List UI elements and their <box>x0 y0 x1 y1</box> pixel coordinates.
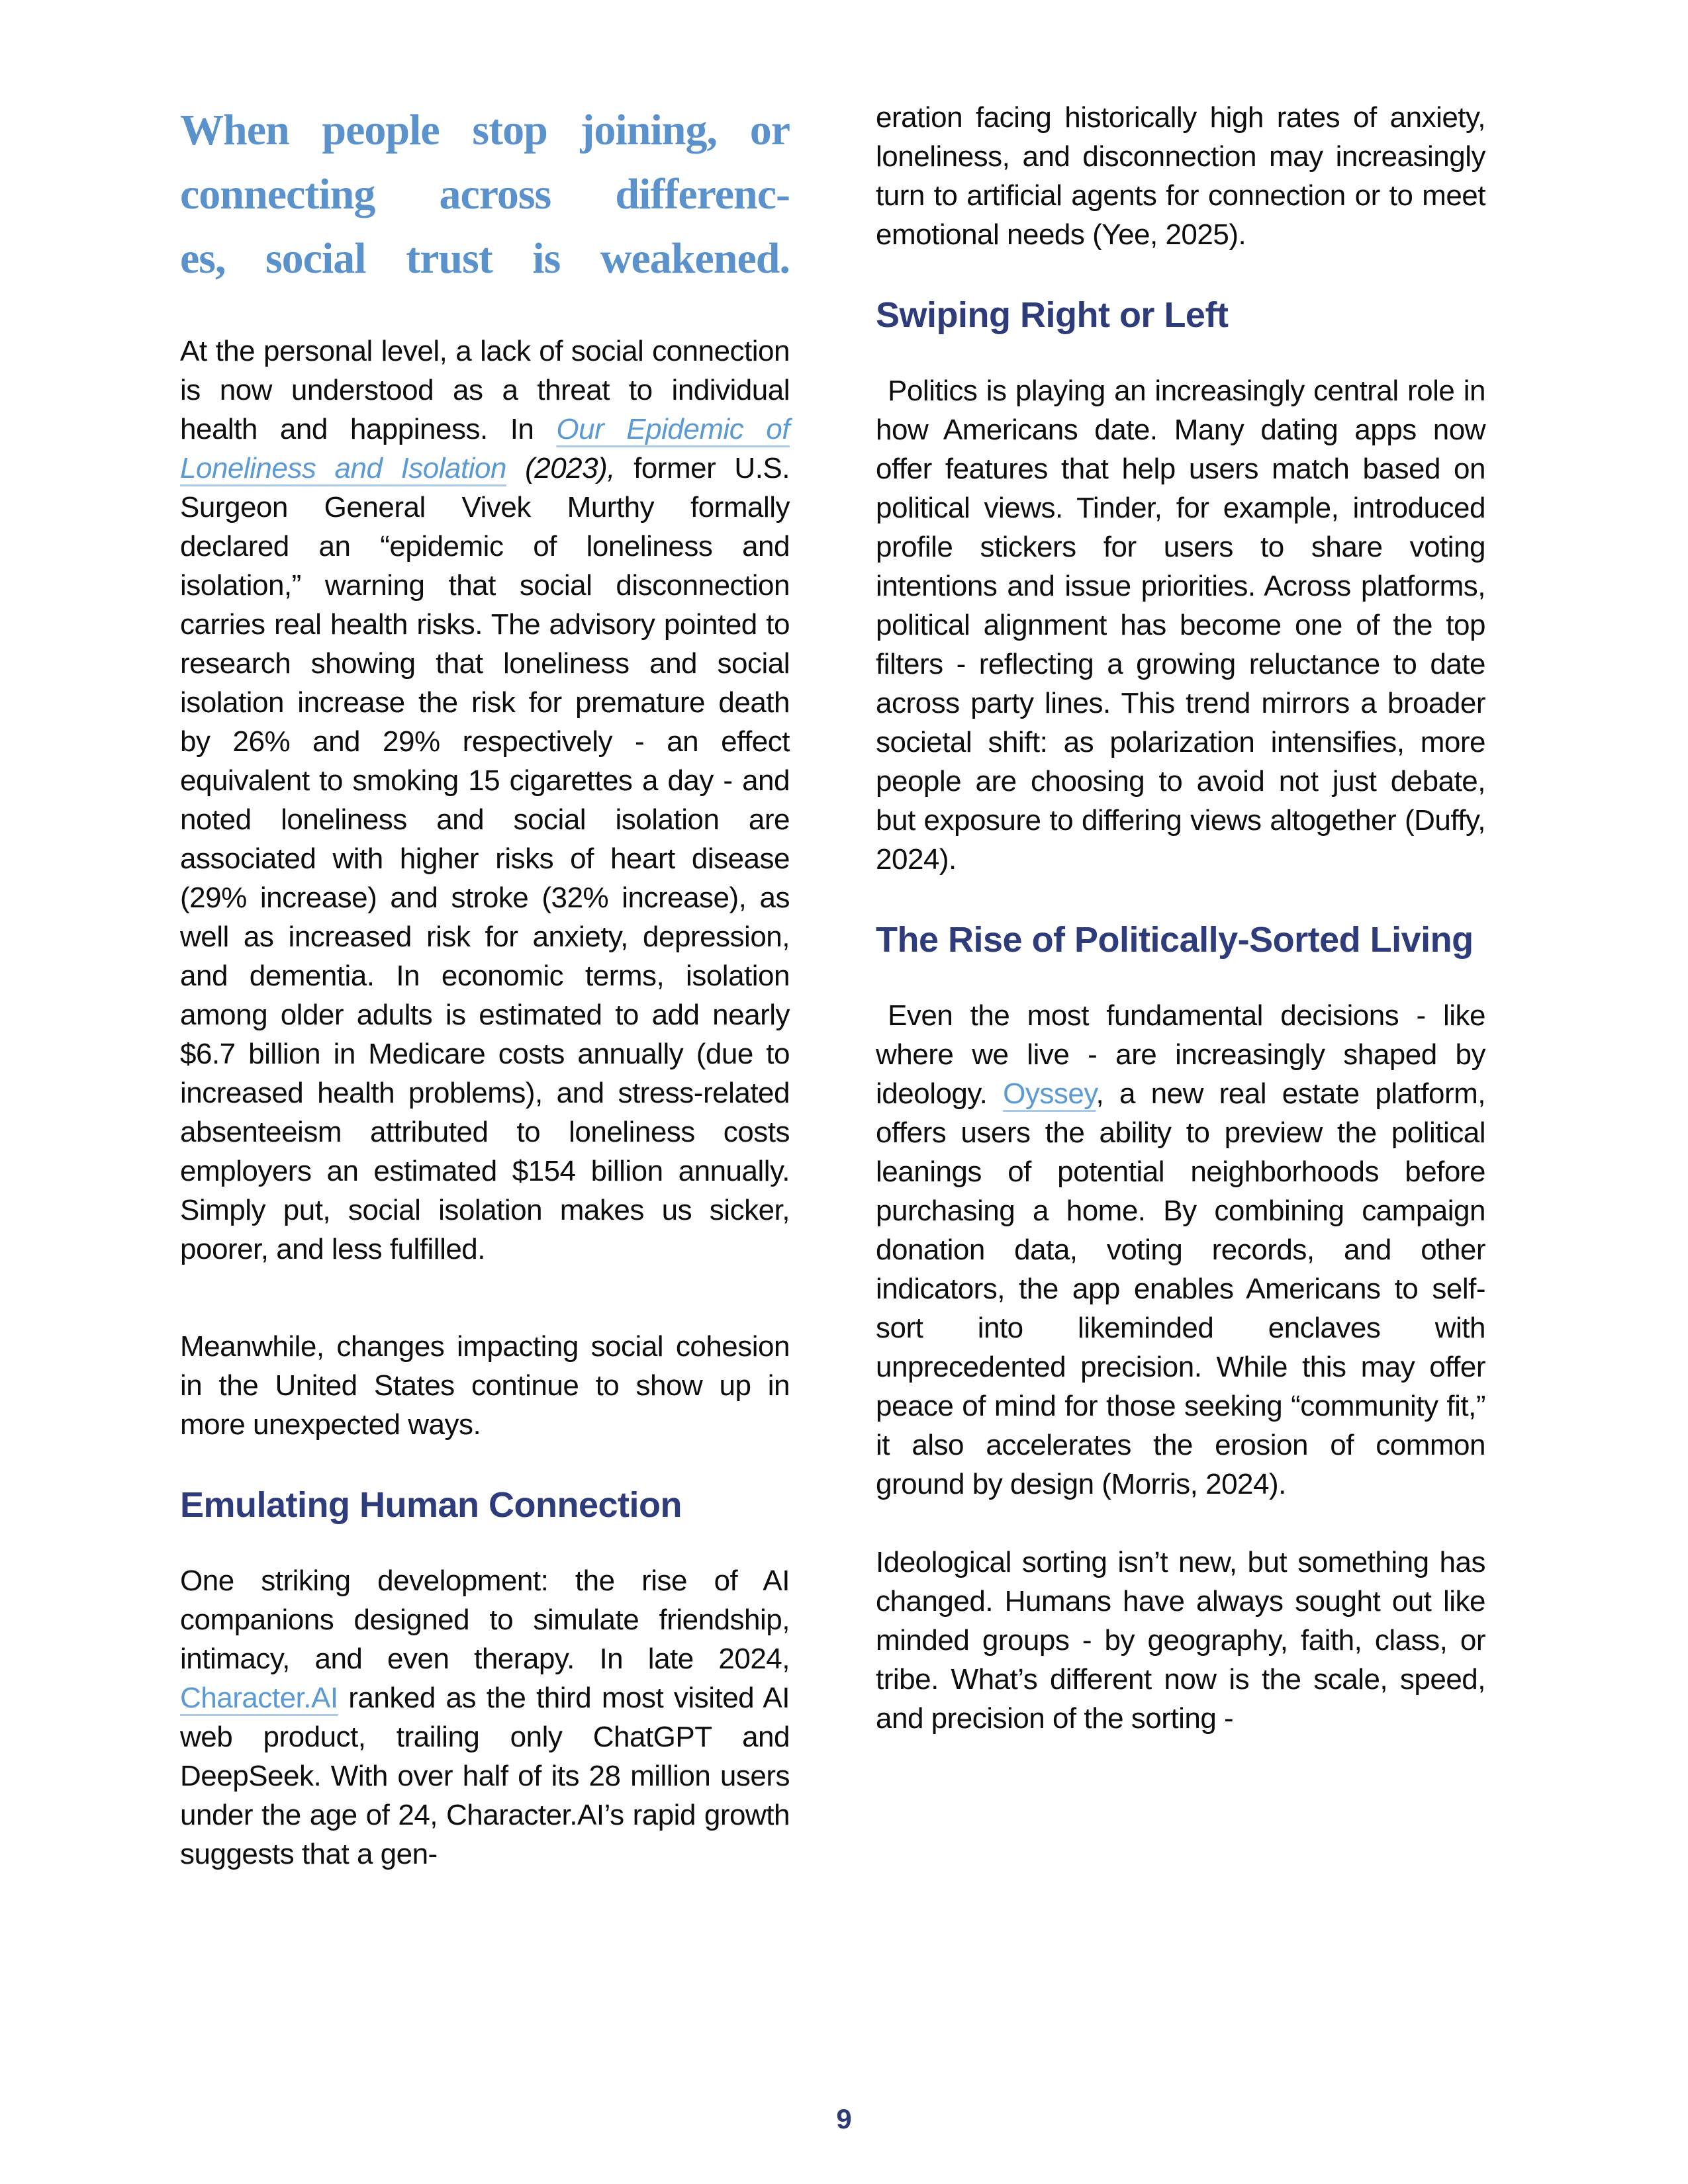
body-paragraph <box>876 98 1485 254</box>
body-paragraph <box>180 1561 790 1874</box>
section-heading: Emulating Human Connection <box>180 1485 682 1525</box>
page-title-line-2: connecting across differenc- <box>180 170 790 218</box>
text-run: At the personal level, a lack of social connection is now understood as a threat to individual health and happiness. In <box>180 335 790 445</box>
text-run: former U.S. Surgeon General Vivek Murthy formally declared an “epidemic of loneliness and isolation,” warning that social disconnection carries real health risks. The advisory pointed to research showing that loneliness and social isolation increase the risk for premature death by 26% and 29% respectively - an effect equivalent to smoking 15 cigarettes a day - and noted loneliness and social isolation are associated with higher risks of heart disease (29% increase) and stroke (32% increase), as well as increased risk for anxiety, depression, and dementia. In economic terms, isolation among older adults is estimated to add nearly $6.7 billion in Medicare costs annually (due to increased health problems), and stress-related absenteeism attributed to loneliness costs employers an estimated $154 billion annually. Simply put, social isolation makes us sicker, poorer, and less fulfilled. <box>180 452 790 1265</box>
our-epidemic-link[interactable]: Our Epidemic of Loneliness and Isolation <box>180 413 790 484</box>
text-run: , a new real estate platform, offers users the ability to preview the political leanings of potential neighborhoods before purchasing a home. By combining campaign donation data, voting records, and other indicators, the app enables Americans to self-sort into likeminded enclaves with unprecedented precision. While this may offer peace of mind for those seeking “community fit,” it also accelerates the erosion of common ground by design (Morris, 2024). <box>876 1077 1485 1500</box>
left-column <box>180 98 790 1913</box>
body-paragraph <box>180 332 790 1269</box>
page-title <box>180 98 790 291</box>
page-title-line-3: es, social trust is weakened. <box>180 234 790 283</box>
text-run: eration facing historically high rates of anxiety, loneliness, and disconnection may increasingly turn to artificial agents for connection or to meet emotional needs (Yee, 2025). <box>876 101 1485 251</box>
body-paragraph <box>876 996 1485 1504</box>
text-run: ranked as the third most visited AI web product, trailing only ChatGPT and DeepSeek. With over half of its 28 million users under the age of 24, Character.AI’s rapid growth suggests that a gen- <box>180 1682 790 1870</box>
character-ai-link[interactable]: Character.AI <box>180 1682 338 1714</box>
section-heading: The Rise of Politically-Sorted Living <box>876 920 1474 960</box>
text-run: Ideological sorting isn’t new, but something has changed. Humans have always sought out like minded groups - by geography, faith, class, or tribe. What’s different now is the scale, speed, and precision of the sorting - <box>876 1546 1485 1735</box>
right-column <box>876 98 1485 1913</box>
page-title-line-1: When people stop joining, or <box>180 106 790 154</box>
italic-text: (2023), <box>506 452 616 484</box>
oyssey-link[interactable]: Oyssey <box>1003 1077 1096 1110</box>
section-heading: Swiping Right or Left <box>876 295 1229 335</box>
body-paragraph <box>876 371 1485 879</box>
text-run: One striking development: the rise of AI companions designed to simulate friendship, intimacy, and even therapy. In late 2024, <box>180 1565 790 1675</box>
text-run: Even the most fundamental decisions - like where we live - are increasingly shaped by ideology. <box>876 999 1485 1110</box>
page-number: 9 <box>836 2103 852 2134</box>
text-run: Politics is playing an increasingly central role in how Americans date. Many dating apps now offer features that help users match based on political views. Tinder, for example, introduced profile stickers for users to share voting intentions and issue priorities. Across platforms, political alignment has become one of the top filters - reflecting a growing reluctance to date across party lines. This trend mirrors a broader societal shift: as polarization intensifies, more people are choosing to avoid not just debate, but exposure to differing views altogether (Duffy, 2024). <box>876 375 1485 876</box>
body-paragraph <box>180 1327 790 1444</box>
page-content <box>180 98 1485 1913</box>
body-paragraph <box>876 1543 1485 1738</box>
text-run: Meanwhile, changes impacting social cohesion in the United States continue to show up in more unexpected ways. <box>180 1330 790 1441</box>
